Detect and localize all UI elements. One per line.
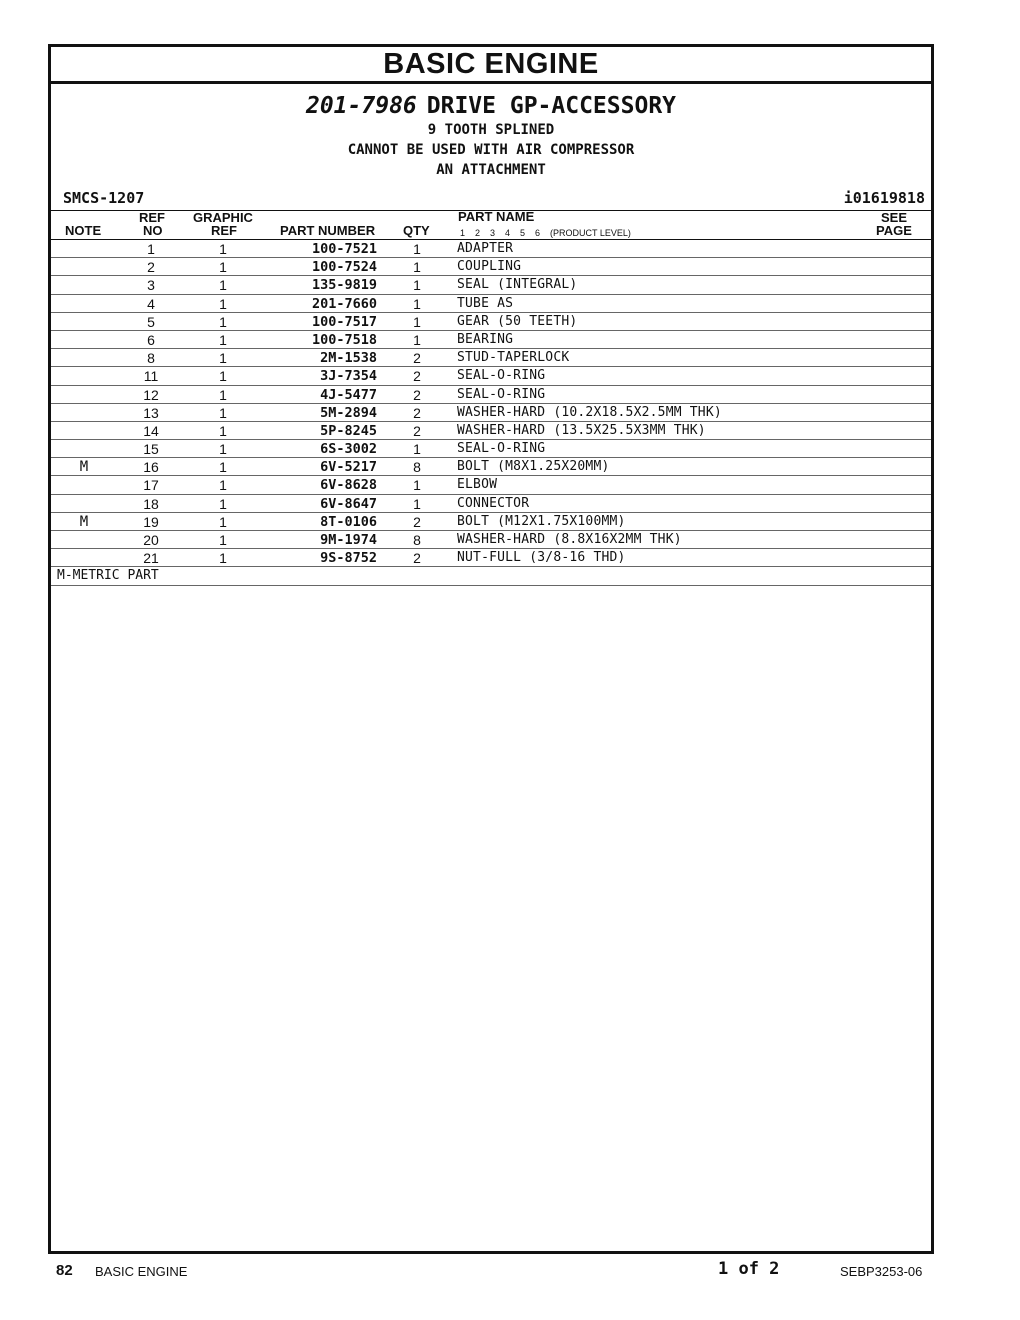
row-qty: 2 [413,550,421,567]
row-graphic-ref: 1 [219,331,227,348]
row-graphic-ref: 1 [219,295,227,312]
row-part-name: SEAL-O-RING [457,386,546,402]
table-row [51,476,931,494]
row-ref-no: 1 [147,241,155,257]
table-row [51,313,931,331]
parts-table-body [51,240,931,567]
col-see-bottom: PAGE [876,223,912,238]
table-row [51,349,931,367]
group-title [51,92,931,120]
col-see-top: SEE [881,210,908,225]
row-part-number: 9M-1974 [320,532,377,548]
col-ref-bottom: NO [143,223,163,238]
row-qty: 2 [413,422,421,439]
row-qty: 1 [413,277,421,294]
row-qty: 1 [413,313,421,330]
row-ref-no: 12 [143,386,159,403]
col-note: NOTE [65,223,102,238]
row-part-name: SEAL-O-RING [457,441,546,457]
row-ref-no: 13 [143,404,159,421]
row-part-name: GEAR (50 TEETH) [457,313,578,329]
row-graphic-ref: 1 [219,350,227,367]
document-id: i01619818 [843,189,925,207]
table-row [51,422,931,440]
row-qty: 1 [413,495,421,512]
row-graphic-ref: 1 [219,513,227,530]
row-part-name: ADAPTER [457,241,514,256]
row-graphic-ref: 1 [219,477,227,494]
row-graphic-ref: 1 [219,550,227,567]
row-qty: 1 [413,331,421,348]
row-part-number: 100-7517 [311,313,377,330]
document-number: SEBP3253-06 [840,1264,923,1279]
smcs-code: SMCS-1207 [63,189,145,207]
meta-row [51,186,931,210]
sheet-count: 1 of 2 [718,1259,780,1279]
row-part-name: NUT-FULL (3/8-16 THD) [457,550,626,566]
row-graphic-ref: 1 [219,313,227,330]
row-part-number: 5M-2894 [320,404,377,421]
group-part-number: 201-7986 [305,93,417,119]
row-ref-no: 19 [143,513,159,530]
row-ref-no: 5 [147,313,155,330]
row-part-number: 201-7660 [311,295,377,312]
footnote-row [51,567,931,586]
table-row [51,295,931,313]
row-note: M [79,513,89,530]
row-part-name: BEARING [457,331,514,347]
row-ref-no: 17 [143,477,159,494]
row-graphic-ref: 1 [219,259,227,276]
row-ref-no: 4 [147,295,155,312]
row-note: M [79,459,89,476]
row-graphic-ref: 1 [219,368,227,385]
row-part-number: 100-7524 [311,259,377,276]
row-graphic-ref: 1 [219,241,227,257]
row-graphic-ref: 1 [219,404,227,421]
col-part-number: PART NUMBER [280,223,376,238]
row-part-name: TUBE AS [457,295,514,311]
row-ref-no: 15 [143,441,159,458]
row-qty: 1 [413,241,421,257]
heading-line-3: AN ATTACHMENT [436,162,546,178]
row-qty: 8 [413,532,421,548]
row-part-name: STUD-TAPERLOCK [457,350,570,366]
row-part-number: 4J-5477 [320,386,377,403]
row-ref-no: 8 [147,350,155,367]
page-footer [0,1259,1020,1282]
table-row [51,513,931,531]
heading-line-2: CANNOT BE USED WITH AIR COMPRESSOR [347,142,635,158]
table-row [51,458,931,476]
row-qty: 2 [413,350,421,367]
row-qty: 1 [413,259,421,276]
row-qty: 2 [413,386,421,403]
group-name: DRIVE GP-ACCESSORY [426,93,677,119]
row-part-name: ELBOW [457,477,498,493]
row-part-number: 9S-8752 [320,550,377,567]
row-graphic-ref: 1 [219,459,227,476]
metric-footnote: M-METRIC PART [57,568,159,584]
table-row [51,531,931,549]
col-graphic-top: GRAPHIC [193,210,253,225]
row-part-name: BOLT (M8X1.25X20MM) [457,459,610,475]
table-row [51,404,931,422]
table-row [51,386,931,404]
row-part-name: COUPLING [457,259,522,275]
row-graphic-ref: 1 [219,386,227,403]
row-part-number: 2M-1538 [320,350,377,367]
row-part-number: 3J-7354 [320,368,377,385]
table-row [51,258,931,276]
row-graphic-ref: 1 [219,495,227,512]
row-graphic-ref: 1 [219,277,227,294]
row-qty: 1 [413,295,421,312]
row-ref-no: 21 [143,550,159,567]
page-frame [48,44,934,1254]
row-part-number: 100-7521 [311,241,377,257]
row-graphic-ref: 1 [219,422,227,439]
row-qty: 2 [413,513,421,530]
heading-line-1: 9 TOOTH SPLINED [427,122,555,138]
col-qty: QTY [403,223,430,238]
row-part-name: SEAL (INTEGRAL) [457,277,578,293]
row-ref-no: 3 [147,277,155,294]
table-row [51,276,931,294]
row-ref-no: 18 [143,495,159,512]
row-part-number: 5P-8245 [320,422,377,439]
row-part-name: BOLT (M12X1.75X100MM) [457,513,626,529]
row-part-name: CONNECTOR [457,495,530,511]
col-part-name: PART NAME [458,209,535,224]
row-graphic-ref: 1 [219,532,227,548]
row-part-name: WASHER-HARD (8.8X16X2MM THK) [457,532,682,547]
row-qty: 2 [413,368,421,385]
row-part-number: 8T-0106 [320,513,377,530]
row-part-number: 135-9819 [311,277,377,294]
table-row [51,240,931,258]
row-ref-no: 6 [147,331,155,348]
heading-block [51,84,931,180]
row-part-number: 6S-3002 [320,441,377,458]
row-qty: 2 [413,404,421,421]
row-part-number: 6V-8647 [320,495,377,512]
row-qty: 8 [413,459,421,476]
col-ref-top: REF [139,210,165,225]
footer-section: BASIC ENGINE [95,1264,188,1279]
row-part-number: 6V-5217 [320,459,377,476]
col-graphic-bottom: REF [211,223,237,238]
row-ref-no: 20 [143,532,159,548]
table-row [51,495,931,513]
table-row [51,331,931,349]
row-graphic-ref: 1 [219,441,227,458]
row-part-number: 100-7518 [311,331,377,348]
col-product-levels: 1 2 3 4 5 6 (PRODUCT LEVEL) [460,228,631,238]
page-number: 82 [56,1262,73,1279]
row-ref-no: 11 [143,368,159,385]
table-row [51,440,931,458]
row-ref-no: 2 [147,259,155,276]
row-ref-no: 16 [143,459,159,476]
table-row [51,367,931,385]
row-ref-no: 14 [143,422,159,439]
row-part-name: SEAL-O-RING [457,368,546,384]
row-part-name: WASHER-HARD (13.5X25.5X3MM THK) [457,422,706,438]
row-part-name: WASHER-HARD (10.2X18.5X2.5MM THK) [457,404,722,420]
row-part-number: 6V-8628 [320,477,377,494]
row-qty: 1 [413,441,421,458]
table-row [51,549,931,567]
table-header [51,210,931,240]
section-title: BASIC ENGINE [51,47,931,84]
row-qty: 1 [413,477,421,494]
